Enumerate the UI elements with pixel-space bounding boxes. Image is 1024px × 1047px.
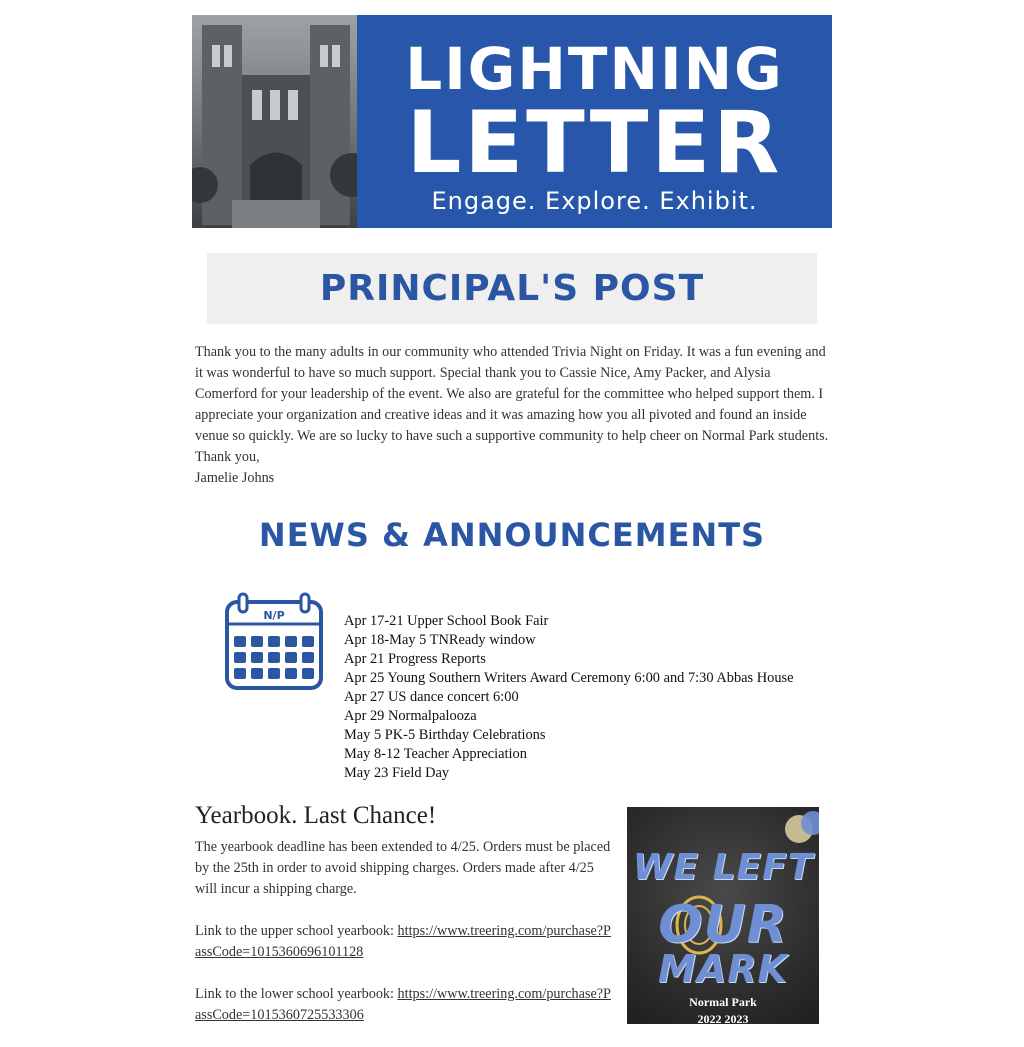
event-item: Apr 25 Young Southern Writers Award Ceremony 6:00 and 7:30 Abbas House: [344, 670, 794, 686]
cover-text-line1: WE LEFT: [632, 847, 814, 888]
event-item: Apr 17-21 Upper School Book Fair: [344, 613, 549, 629]
lower-school-yearbook-link[interactable]: https://www.treering.com/purchase?PassCode=1015360725533306: [195, 986, 611, 1023]
event-item: Apr 18-May 5 TNReady window: [344, 632, 536, 648]
banner-title-line1: LIGHTNING: [405, 35, 784, 103]
lower-school-link-label: Link to the lower school yearbook:: [195, 986, 398, 1002]
school-building-photo: [192, 15, 357, 228]
yearbook-cover-image: [627, 807, 819, 1024]
newsletter-banner: [192, 15, 832, 228]
event-item: Apr 29 Normalpalooza: [344, 708, 477, 724]
letter-body: Thank you to the many adults in our community who attended Trivia Night on Friday. It was a fun evening and it was wonderful to have so much support. Special thank you to Cassie Nice, Amy Packer, and Alysia Comerford for your leadership of the event. We also are grateful for the committee who helped support them. I appreciate your organization and creative ideas and it was amazing how you all pivoted and found an inside venue so quickly. We are so lucky to have such a supportive community to help cheer on Normal Park students.: [195, 344, 829, 444]
banner-title-line2: LETTER: [406, 93, 783, 193]
cover-caption-school: Normal Park: [689, 995, 757, 1009]
lower-school-link-paragraph: [195, 984, 615, 1026]
upper-school-link-label: Link to the upper school yearbook:: [195, 923, 398, 939]
event-item: May 23 Field Day: [344, 765, 450, 781]
calendar-icon: [224, 592, 324, 692]
principal-post-header: [207, 253, 817, 324]
banner-tagline: Engage. Explore. Exhibit.: [431, 187, 758, 215]
cover-caption-years: 2022 2023: [697, 1012, 749, 1024]
upper-school-yearbook-link[interactable]: https://www.treering.com/purchase?PassCode=1015360696101128: [195, 923, 611, 960]
letter-signature: Jamelie Johns: [195, 470, 275, 486]
yearbook-text: [195, 837, 615, 1047]
event-item: May 5 PK-5 Birthday Celebrations: [344, 727, 546, 743]
principal-post-title: PRINCIPAL'S POST: [319, 268, 705, 309]
principal-letter: [195, 342, 835, 489]
news-announcements-title: NEWS & ANNOUNCEMENTS: [258, 516, 766, 554]
events-list: [344, 612, 824, 783]
upper-school-link-paragraph: [195, 921, 615, 963]
yearbook-heading: Yearbook. Last Chance!: [195, 802, 437, 829]
calendar-icon-text: N/P: [263, 609, 285, 622]
event-item: Apr 27 US dance concert 6:00: [344, 689, 519, 705]
cover-text-line2: OUR: [658, 895, 788, 955]
letter-signoff: Thank you,: [195, 449, 260, 465]
event-item: May 8-12 Teacher Appreciation: [344, 746, 527, 762]
event-item: Apr 21 Progress Reports: [344, 651, 486, 667]
yearbook-body: The yearbook deadline has been extended to 4/25. Orders must be placed by the 25th in order to avoid shipping charges. Orders made after 4/25 will incur a shipping charge.: [195, 839, 611, 897]
cover-text-line3: MARK: [658, 947, 788, 991]
